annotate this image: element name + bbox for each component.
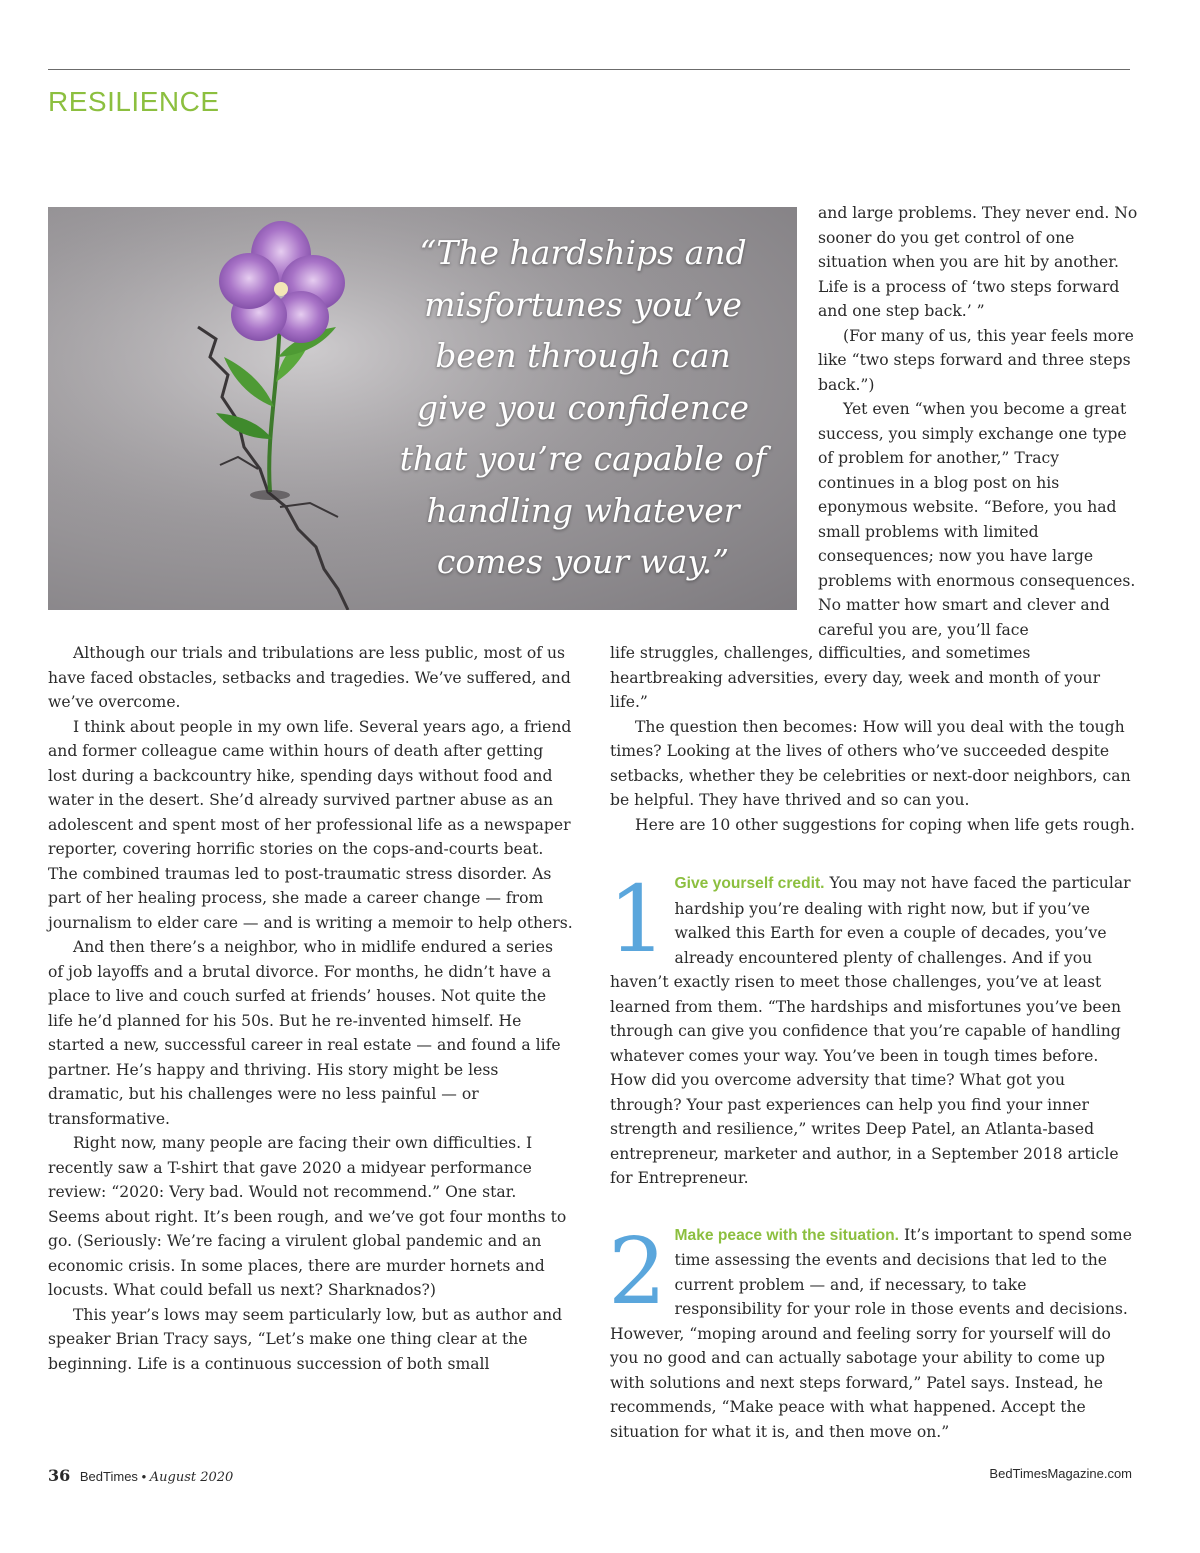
flower-photo	[48, 207, 797, 610]
paragraph: The question then becomes: How will you deal with the tough times? Looking at the lives of others who’ve succeeded despite setbacks, whether they be celebrities or next-door neighbors, can be helpful. They have thrived and so can you.	[610, 717, 1131, 809]
paragraph: Although our trials and tribulations are less public, most of us have faced obstacles, setbacks and tragedies. We’ve suffered, and we’ve overcome.	[48, 644, 571, 711]
tip-text: It’s important to spend some time assessing the events and decisions that led to the current problem — and, if necessary, to take responsibility for your role in those events and decisions. However, “moping around and feeling sorry for yourself will do you no good and can actually sabotage your ability to come up with solutions and next steps forward,” Patel says. Instead, he recommends, “Make peace with what happened. Accept the situation for what it is, and then move on.”	[610, 1225, 1132, 1441]
paragraph: And then there’s a neighbor, who in midlife endured a series of job layoffs and a brutal divorce. For months, he didn’t have a place to live and couch surfed at friends’ houses. Not quite the life he’d planned for his 50s. But he re-invented himself. He started a new, successful career in real estate — and found a life partner. He’s happy and thriving. His story might be less dramatic, but his challenges were no less painful — or transformative.	[48, 938, 561, 1128]
paragraph: and large problems. They never end. No sooner do you get control of one situation when you are hit by another. Life is a process of ‘two steps forward and one step back.’ ”	[818, 204, 1138, 320]
paragraph: Here are 10 other suggestions for coping when life gets rough.	[635, 815, 1135, 834]
paragraph: (For many of us, this year feels more like “two steps forward and three steps back.”)	[818, 326, 1134, 394]
page-number: 36	[48, 1466, 71, 1485]
paragraph: life struggles, challenges, difficulties, and sometimes heartbreaking adversities, every day, week and month of your life.”	[610, 644, 1101, 711]
tip-1	[608, 866, 1135, 1191]
paragraph: I think about people in my own life. Several years ago, a friend and former colleague came within hours of death after getting lost during a backcountry hike, spending days without food and water in the desert. She’d already survived partner abuse as an adolescent and spent most of her professional life as a newspaper reporter, covering horrific stories on the cops-and-courts beat. The combined traumas led to post-traumatic stress disorder. As part of her healing process, she made a career change — from journalism to elder care — and is writing a memoir to help others.	[48, 717, 573, 932]
right-column-top	[818, 201, 1138, 642]
tip-heading: Give yourself credit.	[674, 875, 825, 892]
paragraph: Right now, many people are facing their own difficulties. I recently saw a T-shirt that gave 2020 a midyear performance review: “2020: Very bad. Would not recommend.” One star. Seems about right. It’s been rough, and we’ve got four months to go. (Seriously: We’re facing a virulent global pandemic and an economic crisis. In some places, there are murder hornets and locusts. What could befall us next? Sharknados?)	[48, 1134, 567, 1299]
header-rule	[48, 69, 1130, 70]
issue-date: August 2020	[149, 1470, 234, 1485]
footer-separator: •	[141, 1469, 147, 1484]
tip-2	[608, 1217, 1135, 1445]
tip-number: 1	[608, 866, 667, 973]
paragraph: Yet even “when you become a great success, you simply exchange one type of problem for another,” Tracy continues in a blog post on his eponymous website. “Before, you had small problems with limited consequences; now you have large problems with enormous consequences. No matter how smart and clever and careful you are, you’ll face	[818, 400, 1136, 639]
pull-quote: “The hardships and misfortunes you’ve been through can give you confidence that you’re capable of handling whatever comes your way.”	[399, 233, 767, 581]
section-title: RESILIENCE	[48, 86, 220, 117]
left-column	[48, 641, 573, 1376]
tip-number: 2	[608, 1217, 667, 1325]
right-column	[610, 641, 1135, 1444]
tip-text: You may not have faced the particular hardship you’re dealing with right now, but if you’ve walked this Earth for even a couple of decades, you’ve already encountered plenty of challenges. And if you haven’t exactly risen to meet those challenges, you’ve at least learned from them. “The hardships and misfortunes you’ve been through can give you confidence that you’re capable of handling whatever comes your way. You’ve been in tough times before. How did you overcome adversity that time? What got you through? Your past experiences can help you find your inner strength and resilience,” writes Deep Patel, an Atlanta-based entrepreneur, marketer and author, in a September 2018 article for Entrepreneur.	[610, 874, 1131, 1187]
magazine-name: BedTimes	[79, 1469, 138, 1484]
tip-heading: Make peace with the situation.	[674, 1226, 899, 1244]
paragraph: This year’s lows may seem particularly low, but as author and speaker Brian Tracy says, “Let’s make one thing clear at the beginning. Life is a continuous succession of both small	[48, 1305, 563, 1373]
website-link[interactable]: BedTimesMagazine.com	[989, 1466, 1132, 1481]
footer-left	[48, 1466, 233, 1485]
